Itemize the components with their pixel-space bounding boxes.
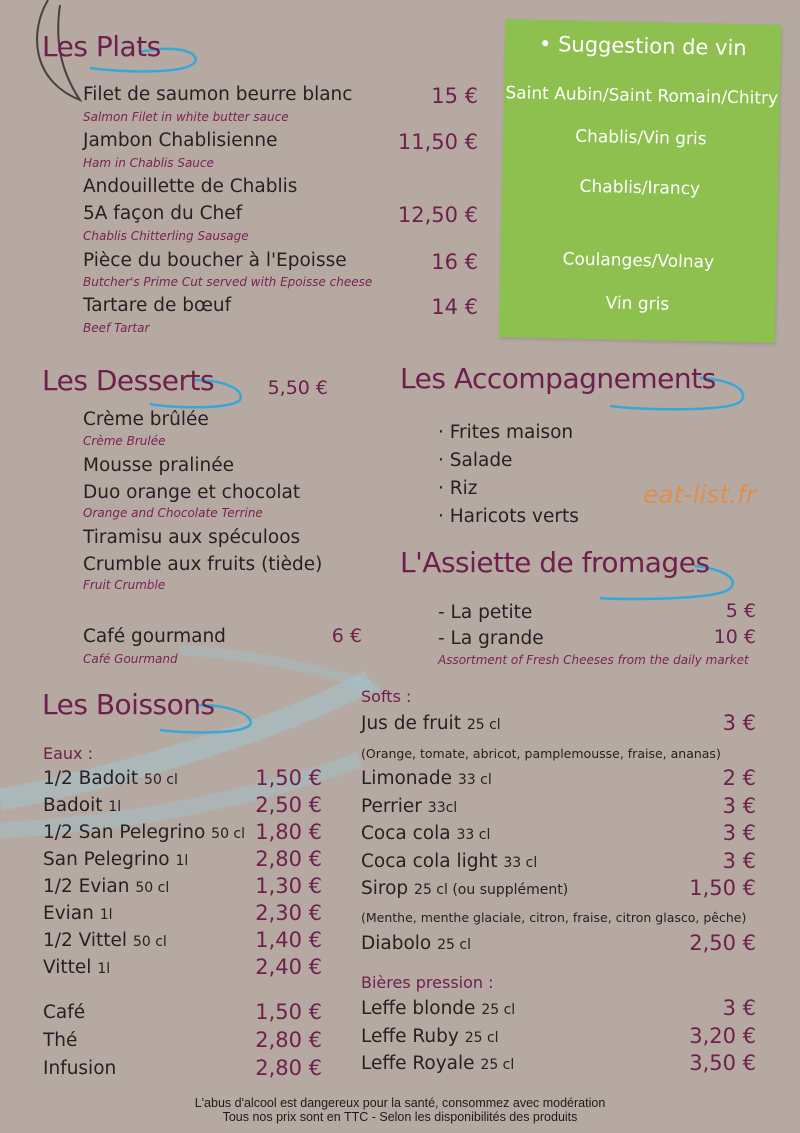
drink-price: 1,30 € xyxy=(255,874,322,898)
accompagnement-item: · Riz xyxy=(438,478,478,499)
drink-price: 1,40 € xyxy=(255,928,322,952)
dessert-item-sub: Crème Brulée xyxy=(83,434,166,448)
drink-name: Badoit 1l xyxy=(43,795,122,816)
drink-name: San Pelegrino 1l xyxy=(43,849,189,870)
watermark-logo: eat-list.fr xyxy=(643,480,757,509)
dessert-item-sub: Orange and Chocolate Terrine xyxy=(83,506,263,520)
drink-price: 1,50 € xyxy=(255,1000,322,1024)
drink-name: Diabolo 25 cl xyxy=(361,933,471,954)
plat-item-sub: Chablis Chitterling Sausage xyxy=(83,229,249,243)
drink-name: Leffe Royale 25 cl xyxy=(361,1053,515,1074)
plats-title: Les Plats xyxy=(42,30,161,63)
plat-item-price: 16 € xyxy=(431,250,478,274)
drink-price: 2,30 € xyxy=(255,901,322,925)
drink-price: 2 € xyxy=(722,766,756,790)
eaux-label: Eaux : xyxy=(43,744,93,763)
drink-price: 2,40 € xyxy=(255,955,322,979)
drink-price: 2,80 € xyxy=(255,847,322,871)
dessert-item-name: Duo orange et chocolat xyxy=(83,482,301,503)
plat-item-name: Pièce du boucher à l'Epoisse xyxy=(83,250,347,271)
drink-name: 1/2 Badoit 50 cl xyxy=(43,768,178,789)
softs-label: Softs : xyxy=(361,687,412,706)
wine-title: • Suggestion de vin xyxy=(538,31,747,61)
cafe-gourmand-sub: Café Gourmand xyxy=(83,652,178,666)
drink-price: 3 € xyxy=(722,793,756,818)
plat-item-name: Jambon Chablisienne xyxy=(83,130,278,151)
fromage-item-price: 10 € xyxy=(713,626,756,648)
fromage-item-name: - La grande xyxy=(438,628,544,649)
drink-price: 3 € xyxy=(722,996,756,1020)
bieres-label: Bières pression : xyxy=(361,973,494,992)
drink-name: Leffe Ruby 25 cl xyxy=(361,1025,499,1047)
cafe-gourmand-price: 6 € xyxy=(331,625,362,647)
wine-item: Vin gris xyxy=(605,293,670,315)
wine-item: Chablis/Irancy xyxy=(579,176,701,200)
wine-item: Chablis/Vin gris xyxy=(575,126,707,150)
plat-item-name: Andouillette de Chablis xyxy=(83,176,298,197)
dessert-item-name: Crème brûlée xyxy=(83,409,209,430)
dessert-item-name: Crumble aux fruits (tiède) xyxy=(83,554,323,575)
drink-price: 3,50 € xyxy=(689,1051,756,1075)
plat-item-sub: Ham in Chablis Sauce xyxy=(83,156,214,170)
wine-item: Coulanges/Volnay xyxy=(562,249,715,273)
drink-price: 2,80 € xyxy=(255,1028,322,1052)
plat-item-name-line2: 5A façon du Chef xyxy=(83,203,243,224)
accompagnement-item: · Haricots verts xyxy=(438,506,579,527)
drink-price: 3 € xyxy=(722,711,756,735)
desserts-title: Les Desserts xyxy=(42,364,215,397)
drink-name: Infusion xyxy=(43,1058,117,1079)
wine-item: Saint Aubin/Saint Romain/Chitry xyxy=(505,83,779,109)
drink-name: 1/2 San Pelegrino 50 cl xyxy=(43,822,246,843)
drink-name: Café xyxy=(43,1002,86,1023)
jus-note: (Orange, tomate, abricot, pamplemousse, fraise, ananas) xyxy=(361,746,721,761)
drink-name: Coca cola 33 cl xyxy=(361,823,491,844)
sirop-note: (Menthe, menthe glaciale, citron, fraise, citron glasco, pêche) xyxy=(361,910,747,925)
plat-item-sub: Beef Tartar xyxy=(83,321,150,335)
plat-item-name: Tartare de bœuf xyxy=(83,295,232,316)
drink-price: 1,80 € xyxy=(255,820,322,844)
drink-price: 2,50 € xyxy=(255,793,322,817)
fromage-item-price: 5 € xyxy=(725,600,756,622)
plat-item-name: Filet de saumon beurre blanc xyxy=(83,84,353,105)
drink-name: Perrier 33cl xyxy=(361,795,458,817)
drink-price: 1,50 € xyxy=(689,876,756,900)
drink-name: Vittel 1l xyxy=(43,957,111,978)
wine-suggestion-box xyxy=(499,19,782,343)
boissons-title: Les Boissons xyxy=(42,688,215,721)
drink-name: 1/2 Evian 50 cl xyxy=(43,876,170,897)
drink-price: 3,20 € xyxy=(689,1023,756,1048)
drink-price: 3 € xyxy=(722,848,756,873)
dessert-item-sub: Fruit Crumble xyxy=(83,578,166,592)
accompagnement-item: · Frites maison xyxy=(438,422,574,443)
drink-name: Evian 1l xyxy=(43,903,113,924)
desserts-price: 5,50 € xyxy=(267,377,328,399)
drink-name: Sirop 25 cl (ou supplément) xyxy=(361,878,569,899)
plat-item-price: 14 € xyxy=(431,295,478,319)
drink-price: 1,50 € xyxy=(255,766,322,790)
dessert-item-name: Mousse pralinée xyxy=(83,455,234,476)
drink-name: Leffe blonde 25 cl xyxy=(361,998,516,1019)
drink-price: 2,50 € xyxy=(689,931,756,955)
plat-item-price: 11,50 € xyxy=(397,130,478,154)
drink-price: 3 € xyxy=(722,821,756,845)
drink-price: 2,80 € xyxy=(255,1056,322,1080)
plat-item-sub: Butcher's Prime Cut served with Epoisse cheese xyxy=(83,275,373,289)
footer-line-2: Tous nos prix sont en TTC - Selon les disponibilités des produits xyxy=(222,1110,578,1124)
footer-line-1: L'abus d'alcool est dangereux pour la santé, consommez avec modération xyxy=(194,1096,606,1110)
plat-item-price: 12,50 € xyxy=(397,203,478,227)
fromage-item-name: - La petite xyxy=(438,602,533,623)
accompagnements-title: Les Accompagnements xyxy=(400,362,716,395)
drink-name: Thé xyxy=(43,1030,78,1051)
plat-item-price: 15 € xyxy=(431,84,478,108)
cafe-gourmand-name: Café gourmand xyxy=(83,626,226,647)
plat-item-sub: Salmon Filet in white butter sauce xyxy=(83,110,289,124)
drink-name: Coca cola light 33 cl xyxy=(361,850,538,872)
dessert-item-name: Tiramisu aux spéculoos xyxy=(83,527,301,548)
fromages-note: Assortment of Fresh Cheeses from the daily market xyxy=(438,653,749,667)
accompagnement-item: · Salade xyxy=(438,450,513,471)
fromages-title: L'Assiette de fromages xyxy=(400,546,710,579)
drink-name: 1/2 Vittel 50 cl xyxy=(43,930,167,951)
drink-name: Limonade 33 cl xyxy=(361,768,492,789)
drink-name: Jus de fruit 25 cl xyxy=(361,713,501,734)
